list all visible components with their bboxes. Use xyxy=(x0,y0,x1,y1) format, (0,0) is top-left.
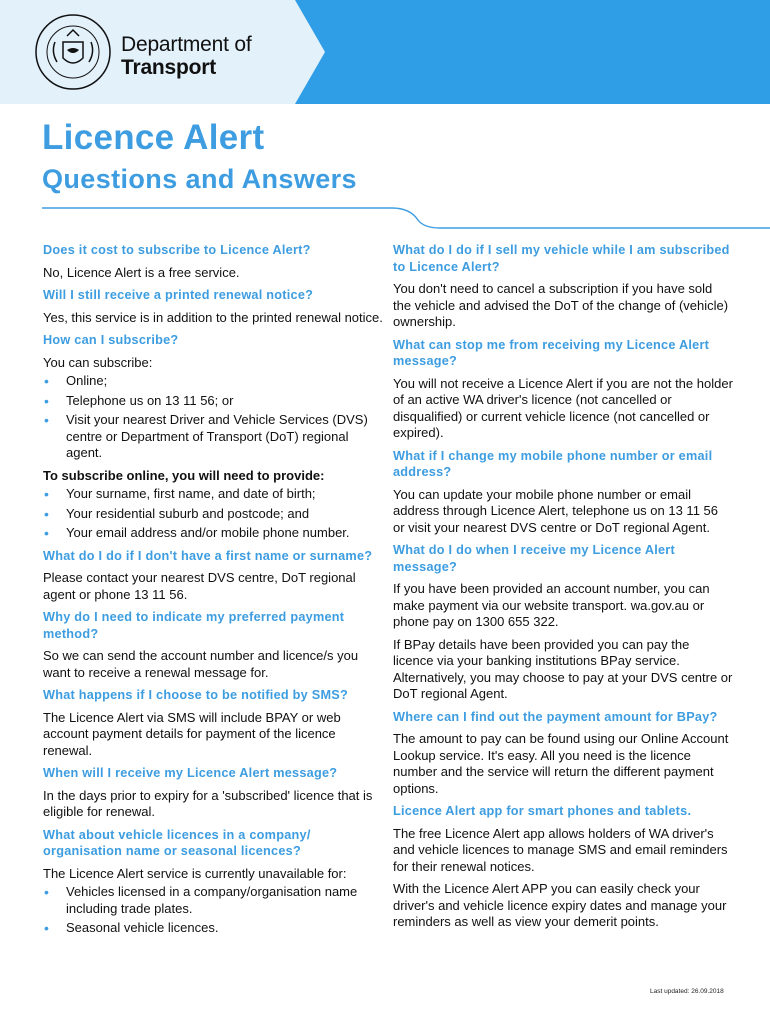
question: What if I change my mobile phone number or email address? xyxy=(393,448,713,479)
question: What do I do if I don't have a first name or surname? xyxy=(43,548,373,563)
department-name-line2: Transport xyxy=(121,56,217,79)
answer: You can update your mobile phone number or email address through Licence Alert, telephone us on 13 11 56 or visit your nearest DVS centre or DoT regional Agent. xyxy=(393,486,718,535)
list-item: • Telephone us on 13 11 56; or xyxy=(43,393,383,410)
list-item: • Your surname, first name, and date of birth; xyxy=(43,486,383,503)
answer: With the Licence Alert APP you can easily check your driver's and vehicle licence expiry dates and manage your reminders as well as view your demerit points. xyxy=(393,881,727,929)
page-subtitle: Questions and Answers xyxy=(42,164,357,194)
question: Why do I need to indicate my preferred payment method? xyxy=(43,610,345,641)
decorative-swoosh-line xyxy=(0,196,770,236)
list-item: • Seasonal vehicle licences. xyxy=(43,920,383,937)
answer: If BPay details have been provided you can pay the licence via your banking institutions BPay service. Alternatively, you may choose to pay at your DVS centre or DoT regional Agent. xyxy=(393,636,733,701)
answer: The free Licence Alert app allows holders of WA driver's and vehicle licences to manage SMS and email reminders for their renewal notices. xyxy=(393,825,728,874)
answer: The amount to pay can be found using our Online Account Lookup service. It's easy. All you need is the licence number and the service will return the different payment options. xyxy=(393,731,729,796)
question: How can I subscribe? xyxy=(43,333,179,347)
list-item: • Your email address and/or mobile phone number. xyxy=(43,525,383,542)
answer: The Licence Alert service is currently unavailable for: xyxy=(43,865,347,881)
question: What do I do if I sell my vehicle while I am subscribed to Licence Alert? xyxy=(393,243,730,274)
list-item: • Your residential suburb and postcode; and xyxy=(43,506,383,523)
answer: Yes, this service is in addition to the printed renewal notice. xyxy=(43,309,383,325)
page-header xyxy=(0,0,770,104)
question: Does it cost to subscribe to Licence Alert? xyxy=(43,243,311,257)
question: What can stop me from receiving my Licence Alert message? xyxy=(393,337,710,368)
question: Will I still receive a printed renewal notice? xyxy=(43,288,314,302)
list-item: • Visit your nearest Driver and Vehicle Services (DVS) centre or Department of Transport (DoT) regional agent. xyxy=(43,412,383,462)
subscribe-requirements-list xyxy=(43,486,383,542)
question: What happens if I choose to be notified by SMS? xyxy=(43,688,348,702)
left-column xyxy=(43,242,383,943)
answer: So we can send the account number and licence/s you want to receive a renewal message for. xyxy=(43,648,359,680)
department-name-line1: Department of xyxy=(121,33,252,56)
department-name xyxy=(121,33,251,79)
question: What do I do when I receive my Licence Alert message? xyxy=(393,543,675,574)
last-updated-date: Last updated: 26.09.2018 xyxy=(650,988,724,995)
page-title: Licence Alert xyxy=(42,118,265,157)
answer: In the days prior to expiry for a 'subscribed' licence that is eligible for renewal. xyxy=(43,787,373,819)
answer: Please contact your nearest DVS centre, DoT regional agent or phone 13 11 56. xyxy=(43,570,356,602)
answer: The Licence Alert via SMS will include BPAY or web account payment details for payment of the licence renewal. xyxy=(43,709,341,758)
wa-government-crest-icon xyxy=(33,12,113,92)
question: Where can I find out the payment amount for BPay? xyxy=(393,709,718,724)
right-column xyxy=(393,242,733,937)
answer: If you have been provided an account number, you can make payment via our website transport. wa.gov.au or phone pay on 1300 655 322. xyxy=(393,581,710,629)
header-blue-band xyxy=(295,0,770,104)
answer: You can subscribe: xyxy=(43,354,153,370)
list-item: • Vehicles licensed in a company/organisation name including trade plates. xyxy=(43,884,383,917)
answer: You will not receive a Licence Alert if you are not the holder of an active WA driver's licence (not cancelled or disqualified) or current vehicle licence (not cancelled or expired). xyxy=(393,375,733,440)
answer: You don't need to cancel a subscription if you have sold the vehicle and advised the DoT of the change of (vehicle) ownership. xyxy=(393,281,729,329)
subscribe-methods-list xyxy=(43,373,383,462)
unavailable-list xyxy=(43,884,383,937)
question: When will I receive my Licence Alert message? xyxy=(43,766,338,780)
list-item: • Online; xyxy=(43,373,383,390)
question: Licence Alert app for smart phones and tablets. xyxy=(393,804,692,818)
answer-heading: To subscribe online, you will need to provide: xyxy=(43,467,325,483)
answer: No, Licence Alert is a free service. xyxy=(43,264,240,280)
question: What about vehicle licences in a company/ organisation name or seasonal licences? xyxy=(43,827,311,858)
